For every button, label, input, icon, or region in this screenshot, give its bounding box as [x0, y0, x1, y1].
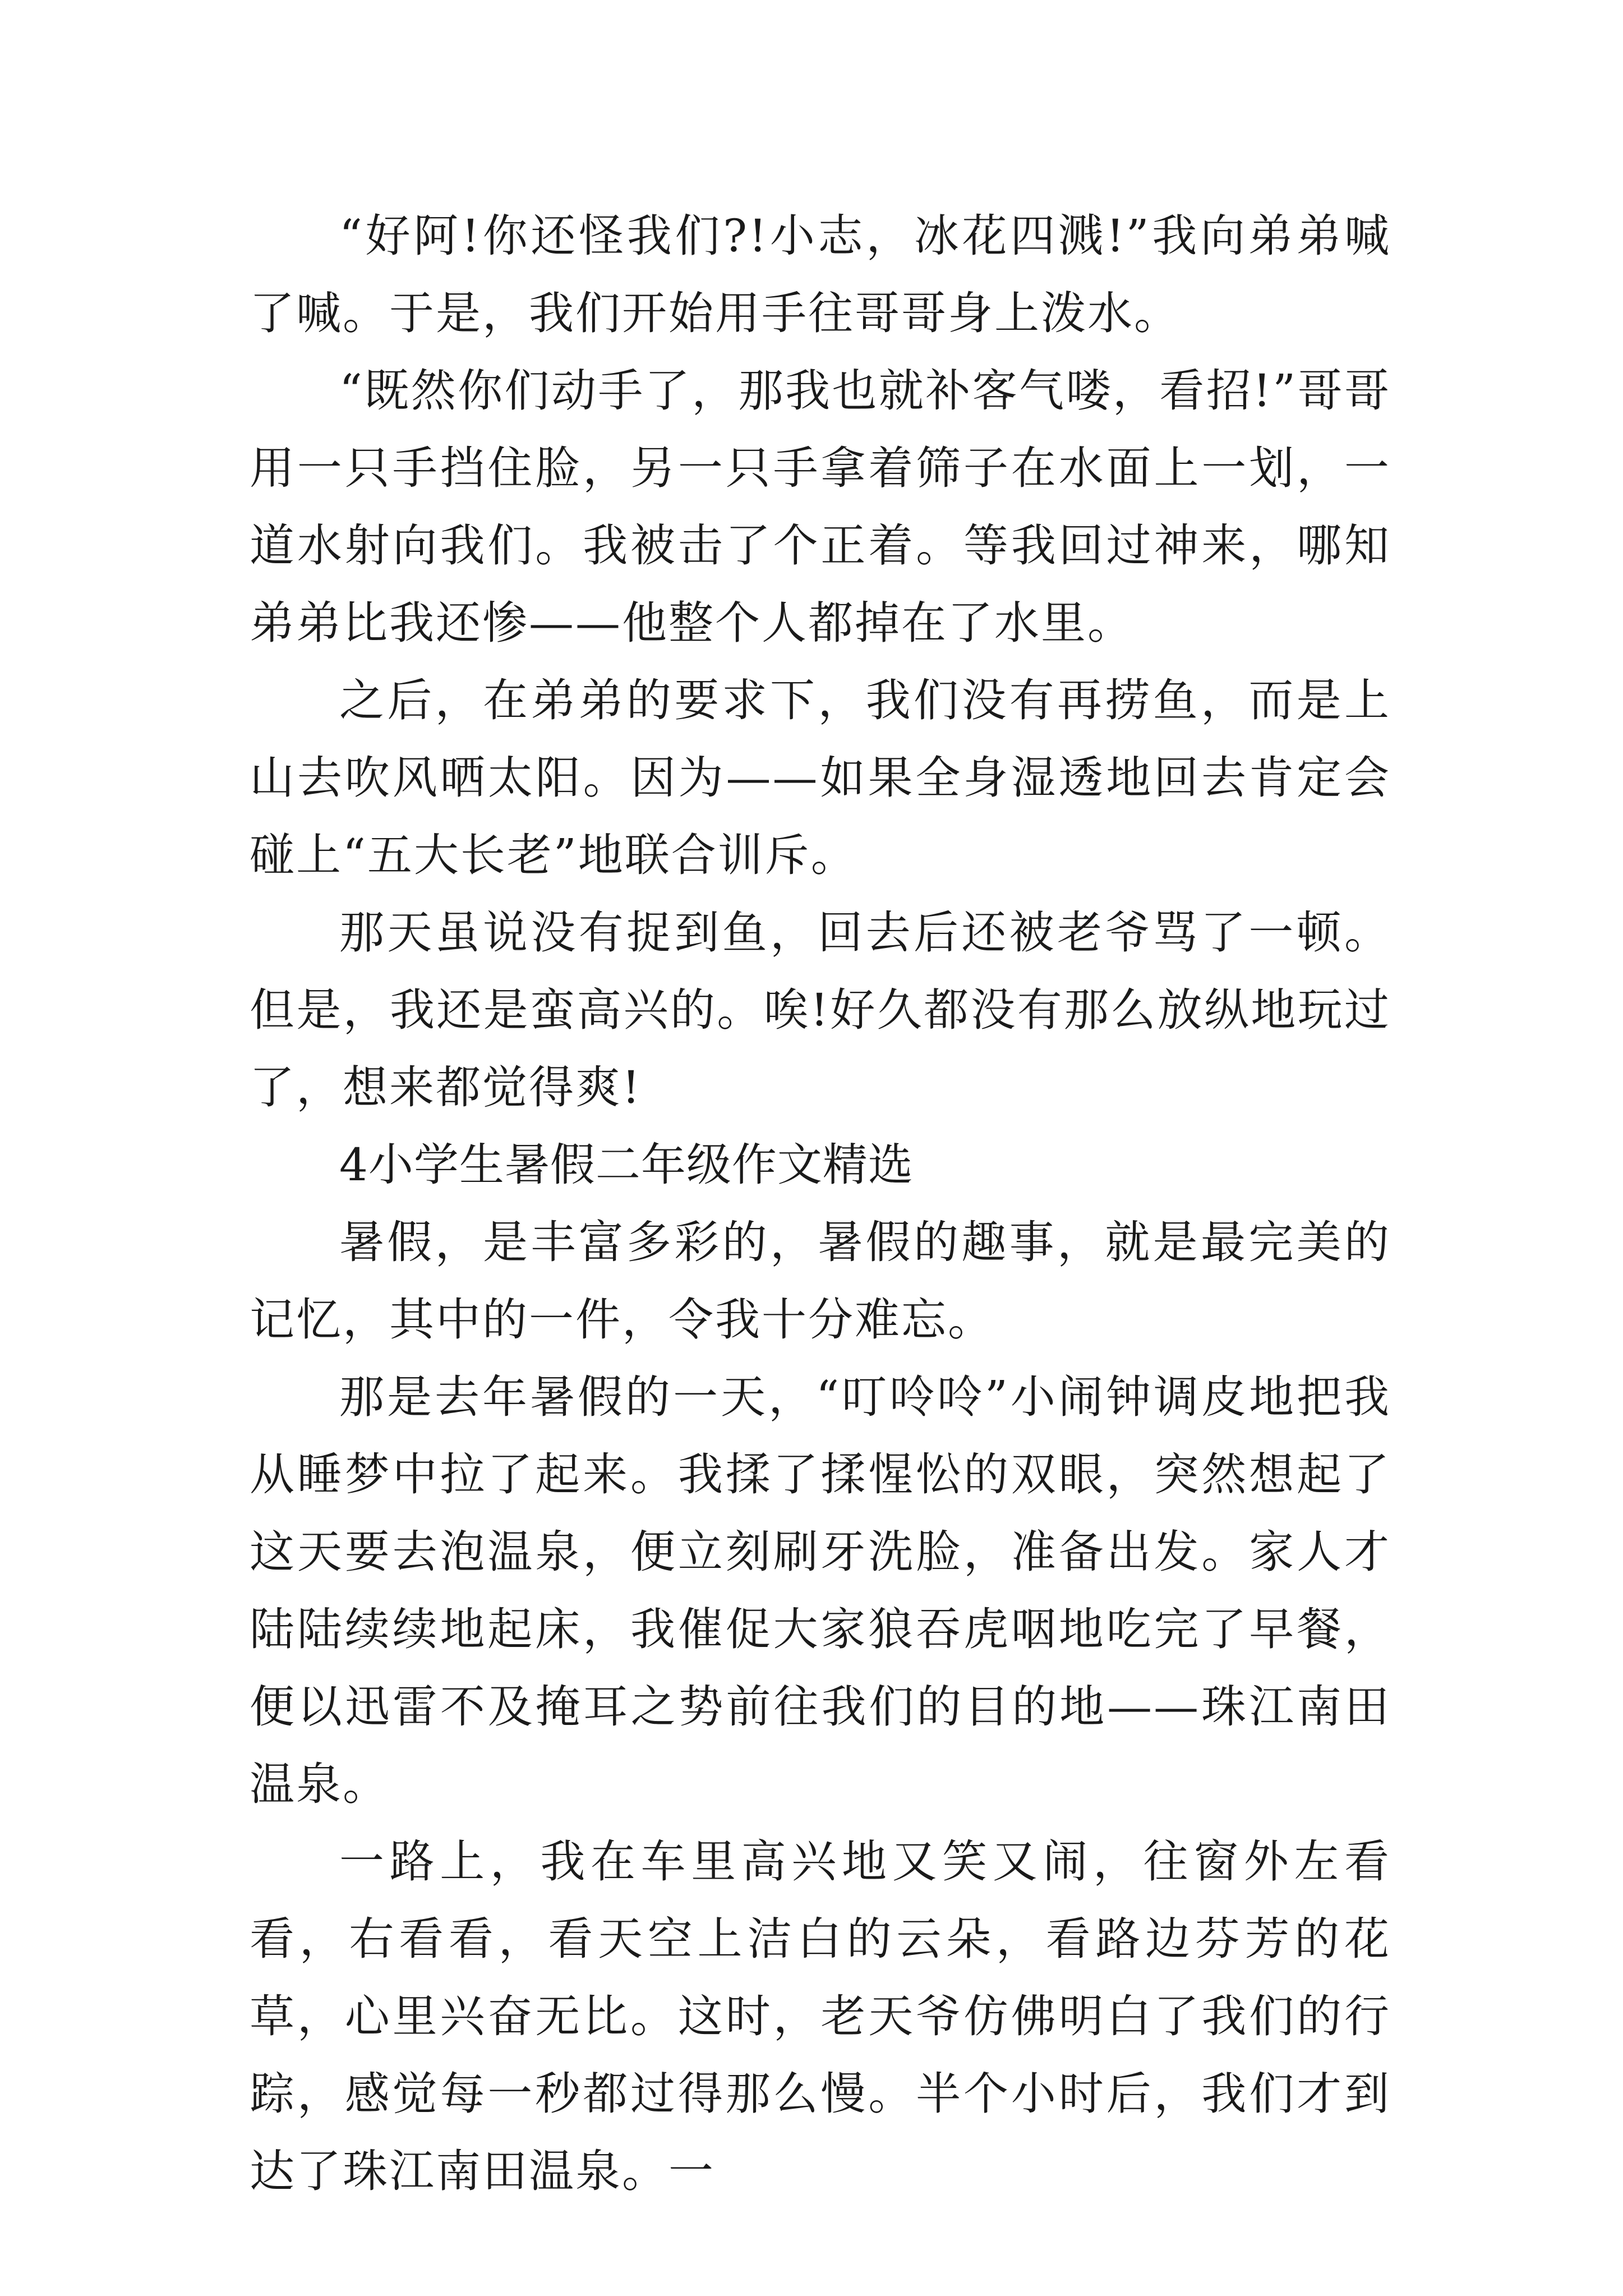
paragraph-summer-intro: 暑假，是丰富多彩的，暑假的趣事，就是最完美的记忆，其中的一件，令我十分难忘。 [250, 1216, 1391, 1346]
paragraph-splash-start: “好阿!你还怪我们?!小志，冰花四溅!”我向弟弟喊了喊。于是，我们开始用手往哥哥身上泼水。 [250, 210, 1391, 339]
paragraph-on-the-road: 一路上，我在车里高兴地又笑又闹，往窗外左看看，右看看，看天空上洁白的云朵，看路边芬芳的花草，心里兴奋无比。这时，老天爷仿佛明白了我们的行踪，感觉每一秒都过得那么慢。半个小时后，我们才到达了珠江南田温泉。一 [250, 1835, 1391, 2197]
paragraph-hot-spring-morning: 那是去年暑假的一天，“叮呤呤”小闹钟调皮地把我从睡梦中拉了起来。我揉了揉惺忪的双眼，突然想起了这天要去泡温泉，便立刻刷牙洗脸，准备出发。家人才陆陆续续地起床，我催促大家狼吞虎咽地吃完了早餐，便以迅雷不及掩耳之势前往我们的目的地——珠江南田温泉。 [250, 1371, 1391, 1810]
paragraph-brother-counterattack: “既然你们动手了，那我也就补客气喽，看招!”哥哥用一只手挡住脸，另一只手拿着筛子在水面上一划，一道水射向我们。我被击了个正着。等我回过神来，哪知弟弟比我还惨——他整个人都掉在了水里。 [250, 365, 1391, 649]
paragraph-go-up-mountain: 之后，在弟弟的要求下，我们没有再捞鱼，而是上山去吹风晒太阳。因为——如果全身湿透地回去肯定会碰上“五大长老”地联合训斥。 [250, 674, 1391, 881]
section-heading: 4小学生暑假二年级作文精选 [339, 1139, 914, 1191]
document-body [250, 197, 1391, 2210]
paragraph-conclusion: 那天虽说没有捉到鱼，回去后还被老爷骂了一顿。但是，我还是蛮高兴的。唉!好久都没有那么放纵地玩过了，想来都觉得爽! [250, 907, 1391, 1114]
